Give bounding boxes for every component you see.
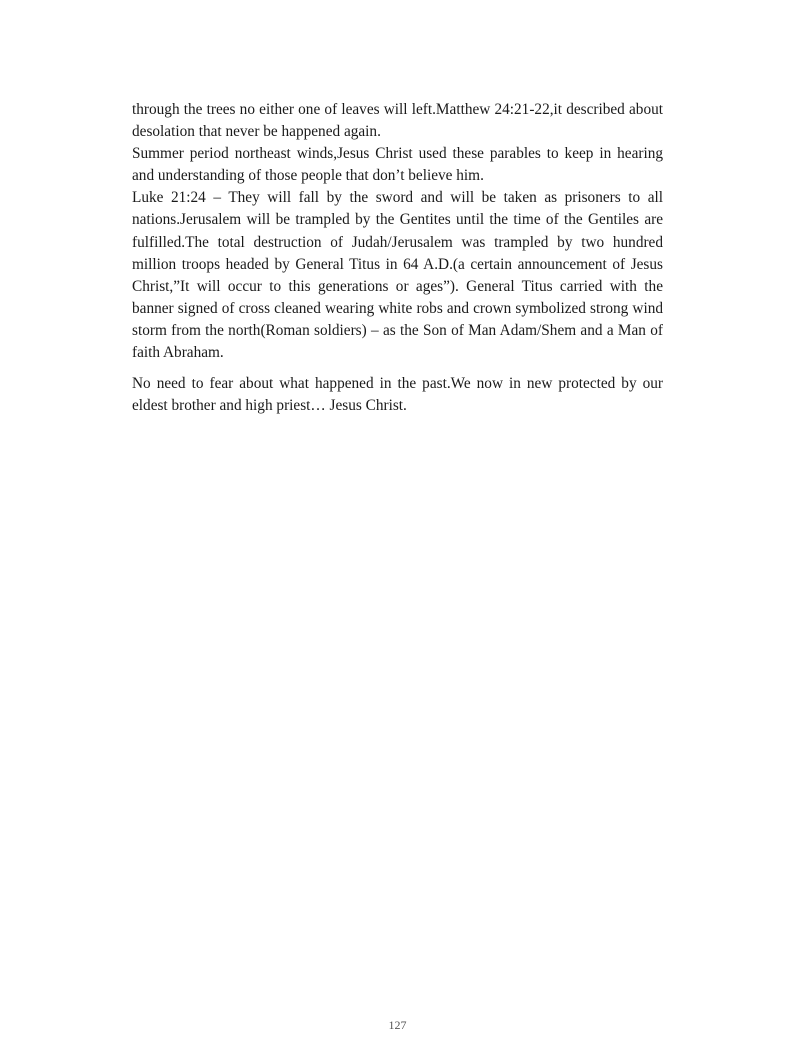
paragraph: Summer period northeast winds,Jesus Christ used these parables to keep in hearing and understanding of those people that don’t believe him. xyxy=(132,145,663,185)
paragraph: through the trees no either one of leaves will left.Matthew 24:21-22,it described about desolation that never be happened again. xyxy=(132,101,663,141)
paragraph: No need to fear about what happened in the past.We now in new protected by our eldest brother and high priest… Jesus Christ. xyxy=(132,375,663,415)
body-text xyxy=(132,99,663,417)
paragraph: Luke 21:24 – They will fall by the sword and will be taken as prisoners to all nations.Jerusalem will be trampled by the Gentites until the time of the Gentiles are fulfilled.The total destruction of Judah/Jerusalem was trampled by two hundred million troops headed by General Titus in 64 A.D.(a certain announcement of Jesus Christ,”It will occur to this generations or ages”). General Titus carried with the banner signed of cross cleaned wearing white robs and crown symbolized strong wind storm from the north(Roman soldiers) – as the Son of Man Adam/Shem and a Man of faith Abraham. xyxy=(132,189,663,362)
page-number: 127 xyxy=(388,1018,407,1032)
